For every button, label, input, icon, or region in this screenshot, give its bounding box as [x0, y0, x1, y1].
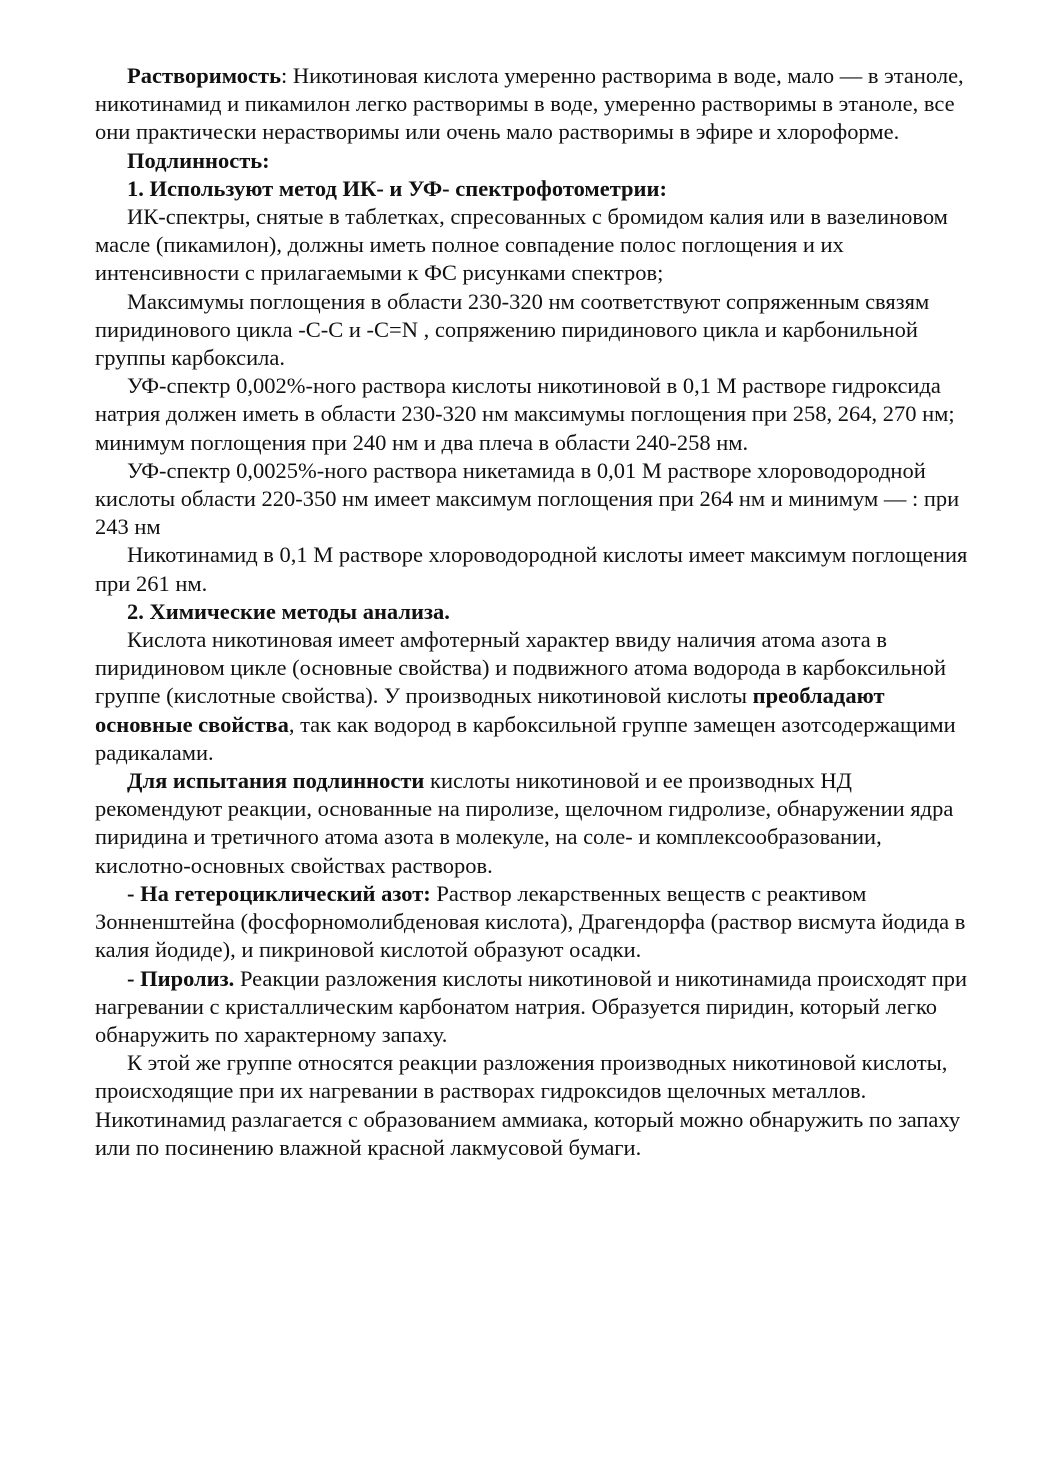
paragraph-amphoteric — [95, 626, 983, 767]
solubility-text: : Никотиновая кислота умеренно растворима в воде, мало — в этаноле, никотинамид и пикамилон легко растворимы в воде, умеренно растворимы в этаноле, все они практически нерастворимы или очень мало растворимы в эфире и хлороформе. — [95, 63, 964, 145]
paragraph-solubility — [95, 62, 983, 147]
hetero-text: Раствор лекарственных веществ с реактивом Зонненштейна (фосфорномолибденовая кислота), Драгендорфа (раствор висмута йодида в калия йодиде), и пикриновой кислотой образуют осадки. — [95, 880, 966, 963]
paragraph-ir-spectra: ИК-спектры, снятые в таблетках, спресованных с бромидом калия или в вазелиновом масле (пикамилон), должны иметь полное совпадение полос поглощения и их интенсивности с прилагаемыми к ФС рисунками спектров; — [95, 204, 948, 286]
paragraph-heterocyclic-nitrogen — [95, 880, 983, 965]
amphoteric-text-1: Кислота никотиновая имеет амфотерный характер ввиду наличия атома азота в пиридиновом цикле (основные свойства) и подвижного атома водорода в карбоксильной группе (кислотные свойства). У производных никотиновой кислоты — [95, 627, 947, 709]
pyrolysis-term: - Пиролиз. — [127, 965, 235, 991]
tests-term: Для испытания подлинности — [127, 768, 425, 794]
paragraph-pyrolysis — [95, 965, 983, 1050]
paragraph-uv-nicotinic-acid: УФ-спектр 0,002%-ного раствора кислоты никотиновой в 0,1 М растворе гидроксида натрия должен иметь в области 230-320 нм максимумы поглощения при 258, 264, 270 нм; минимум поглощения при 240 нм и два плеча в области 240-258 нм. — [95, 373, 955, 455]
solubility-term: Растворимость — [127, 63, 281, 88]
tests-text: кислоты никотиновой и ее производных НД рекомендуют реакции, основанные на пиролизе, щелочном гидролизе, обнаружении ядра пиридина и третичного атома азота в молекуле, на соле- и комплексообразовании, кислотно-основных свойствах растворов. — [95, 768, 954, 878]
paragraph-nicotinamide: Никотинамид в 0,1 М растворе хлороводородной кислоты имеет максимум поглощения при 261 нм. — [95, 542, 968, 596]
heading-method-spectrophotometry: 1. Используют метод ИК- и УФ- спектрофотометрии: — [127, 175, 667, 201]
paragraph-absorption-maxima: Максимумы поглощения в области 230-320 нм соответствуют сопряженным связям пиридинового цикла -С-С и -С=N , сопряжению пиридинового цикла и карбонильной группы карбоксила. — [95, 288, 930, 371]
hetero-term: - На гетероциклический азот: — [127, 880, 431, 906]
heading-chemical-methods: 2. Химические методы анализа. — [127, 598, 450, 624]
amphoteric-text-2: , так как водород в карбоксильной группе замещен азотсодержащими радикалами. — [95, 711, 956, 765]
paragraph-alkaline-decomposition: К этой же группе относятся реакции разложения производных никотиновой кислоты, происходящие при их нагревании в растворах гидроксидов щелочных металлов. Никотинамид разлагается с образованием аммиака, который можно обнаружить по запаху или по посинению влажной красной лакмусовой бумаги. — [95, 1050, 961, 1160]
document-page — [95, 62, 983, 1162]
paragraph-uv-nikethamide: УФ-спектр 0,0025%-ного раствора никетамида в 0,01 М растворе хлороводородной кислоты области 220-350 нм имеет максимум поглощения при 264 нм и минимум — : при 243 нм — [95, 457, 960, 540]
amphoteric-bold: преобладают основные свойства — [95, 683, 885, 737]
pyrolysis-text: Реакции разложения кислоты никотиновой и никотинамида происходят при нагревании с кристаллическим карбонатом натрия. Образуется пиридин, который легко обнаружить по характерному запаху. — [95, 965, 968, 1047]
heading-authenticity: Подлинность: — [127, 147, 270, 173]
paragraph-authenticity-tests — [95, 767, 983, 880]
